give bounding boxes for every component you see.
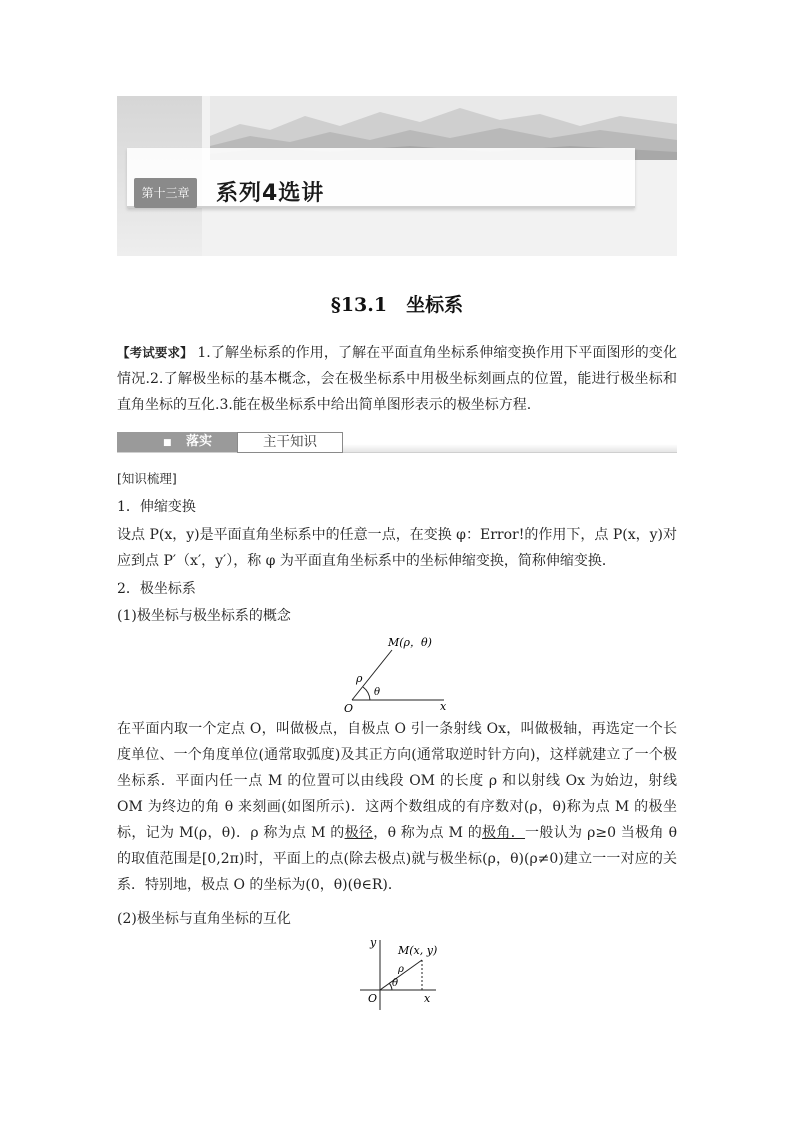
point-mxy-label: M(x, y) (398, 944, 438, 957)
rectangular-figure (354, 934, 454, 1016)
origin-label: O (344, 702, 354, 715)
banner-title-bar (127, 148, 635, 208)
y-axis-label: y (370, 936, 377, 949)
section-bar-dark-label: 落实 (186, 434, 213, 449)
axis-label: x (440, 700, 447, 713)
polar-figure (340, 630, 460, 716)
section-bar-fill (343, 432, 677, 452)
chapter-badge: 第十三章 (134, 178, 197, 208)
chapter-title: 系列4选讲 (216, 181, 325, 206)
item1-text: 设点 P(x，y)是平面直角坐标系中的任意一点，在变换 φ：Error!的作用下，点 P(x，y)对应到点 P′（x′，y′），称 φ 为平面直角坐标系中的坐标伸缩变换，简称伸缩变换． (117, 527, 677, 569)
exam-requirements (117, 340, 677, 418)
section-bar (117, 432, 677, 453)
section-bar-dark (117, 432, 237, 452)
section-bar-light-label: 主干知识 (237, 432, 343, 453)
point-m-label: M(ρ，θ) (388, 636, 432, 649)
angle-arc (363, 687, 370, 700)
item1-title: 1．伸缩变换 (117, 499, 196, 515)
term-polar-angle: 极角． (482, 825, 526, 841)
theta-label: θ (374, 687, 381, 698)
theta-label-2: θ (392, 978, 399, 989)
rho-label: ρ (356, 672, 363, 685)
origin-label-2: O (368, 992, 378, 1005)
item2-title: 2．极坐标系 (117, 581, 196, 597)
rho-label-2: ρ (398, 964, 404, 975)
sub1-title: (1)极坐标与极坐标系的概念 (117, 608, 291, 624)
x-axis-label: x (424, 992, 431, 1005)
section-title: §13.1 坐标系 (330, 294, 464, 316)
polar-description: 在平面内取一个定点 O，叫做极点，自极点 O 引一条射线 Ox，叫做极轴，再选定一个长度单位、一个角度单位(通常取弧度)及其正方向(通常取逆时针方向)，这样就建立了一个极坐标系．平面内任一点 M 的位置可以由线段 OM 的长度 ρ 和以射线 Ox 为始边，射线 OM 为终边的角 θ 来刻画(如图所示)．这两个数组成的有序数对(ρ，θ)称为点 M 的极坐标，记为 M(ρ，θ)．ρ 称为点 M 的极径，θ 称为点 M 的极角．一般认为 ρ≥0 当极角 θ 的取值范围是[0,2π)时，平面上的点(除去极点)就与极坐标(ρ，θ)(ρ≠0)建立一一对应的关系．特别地，极点 O 的坐标为(0，θ)(θ∈R)． (117, 721, 677, 893)
bullet-icon: ■ (163, 438, 172, 448)
term-pole-radius: 极径 (344, 825, 374, 841)
sub2-title: (2)极坐标与直角坐标的互化 (117, 911, 291, 927)
requirements-text: 1.了解坐标系的作用，了解在平面直角坐标系伸缩变换作用下平面图形的变化情况.2.了解极坐标的基本概念，会在极坐标系中用极坐标刻画点的位置，能进行极坐标和直角坐标的互化.3.能在极坐标系中给出简单图形表示的极坐标方程. (117, 345, 677, 413)
knowledge-heading: [知识梳理] (117, 471, 177, 486)
requirements-tag: 【考试要求】 (117, 345, 193, 360)
